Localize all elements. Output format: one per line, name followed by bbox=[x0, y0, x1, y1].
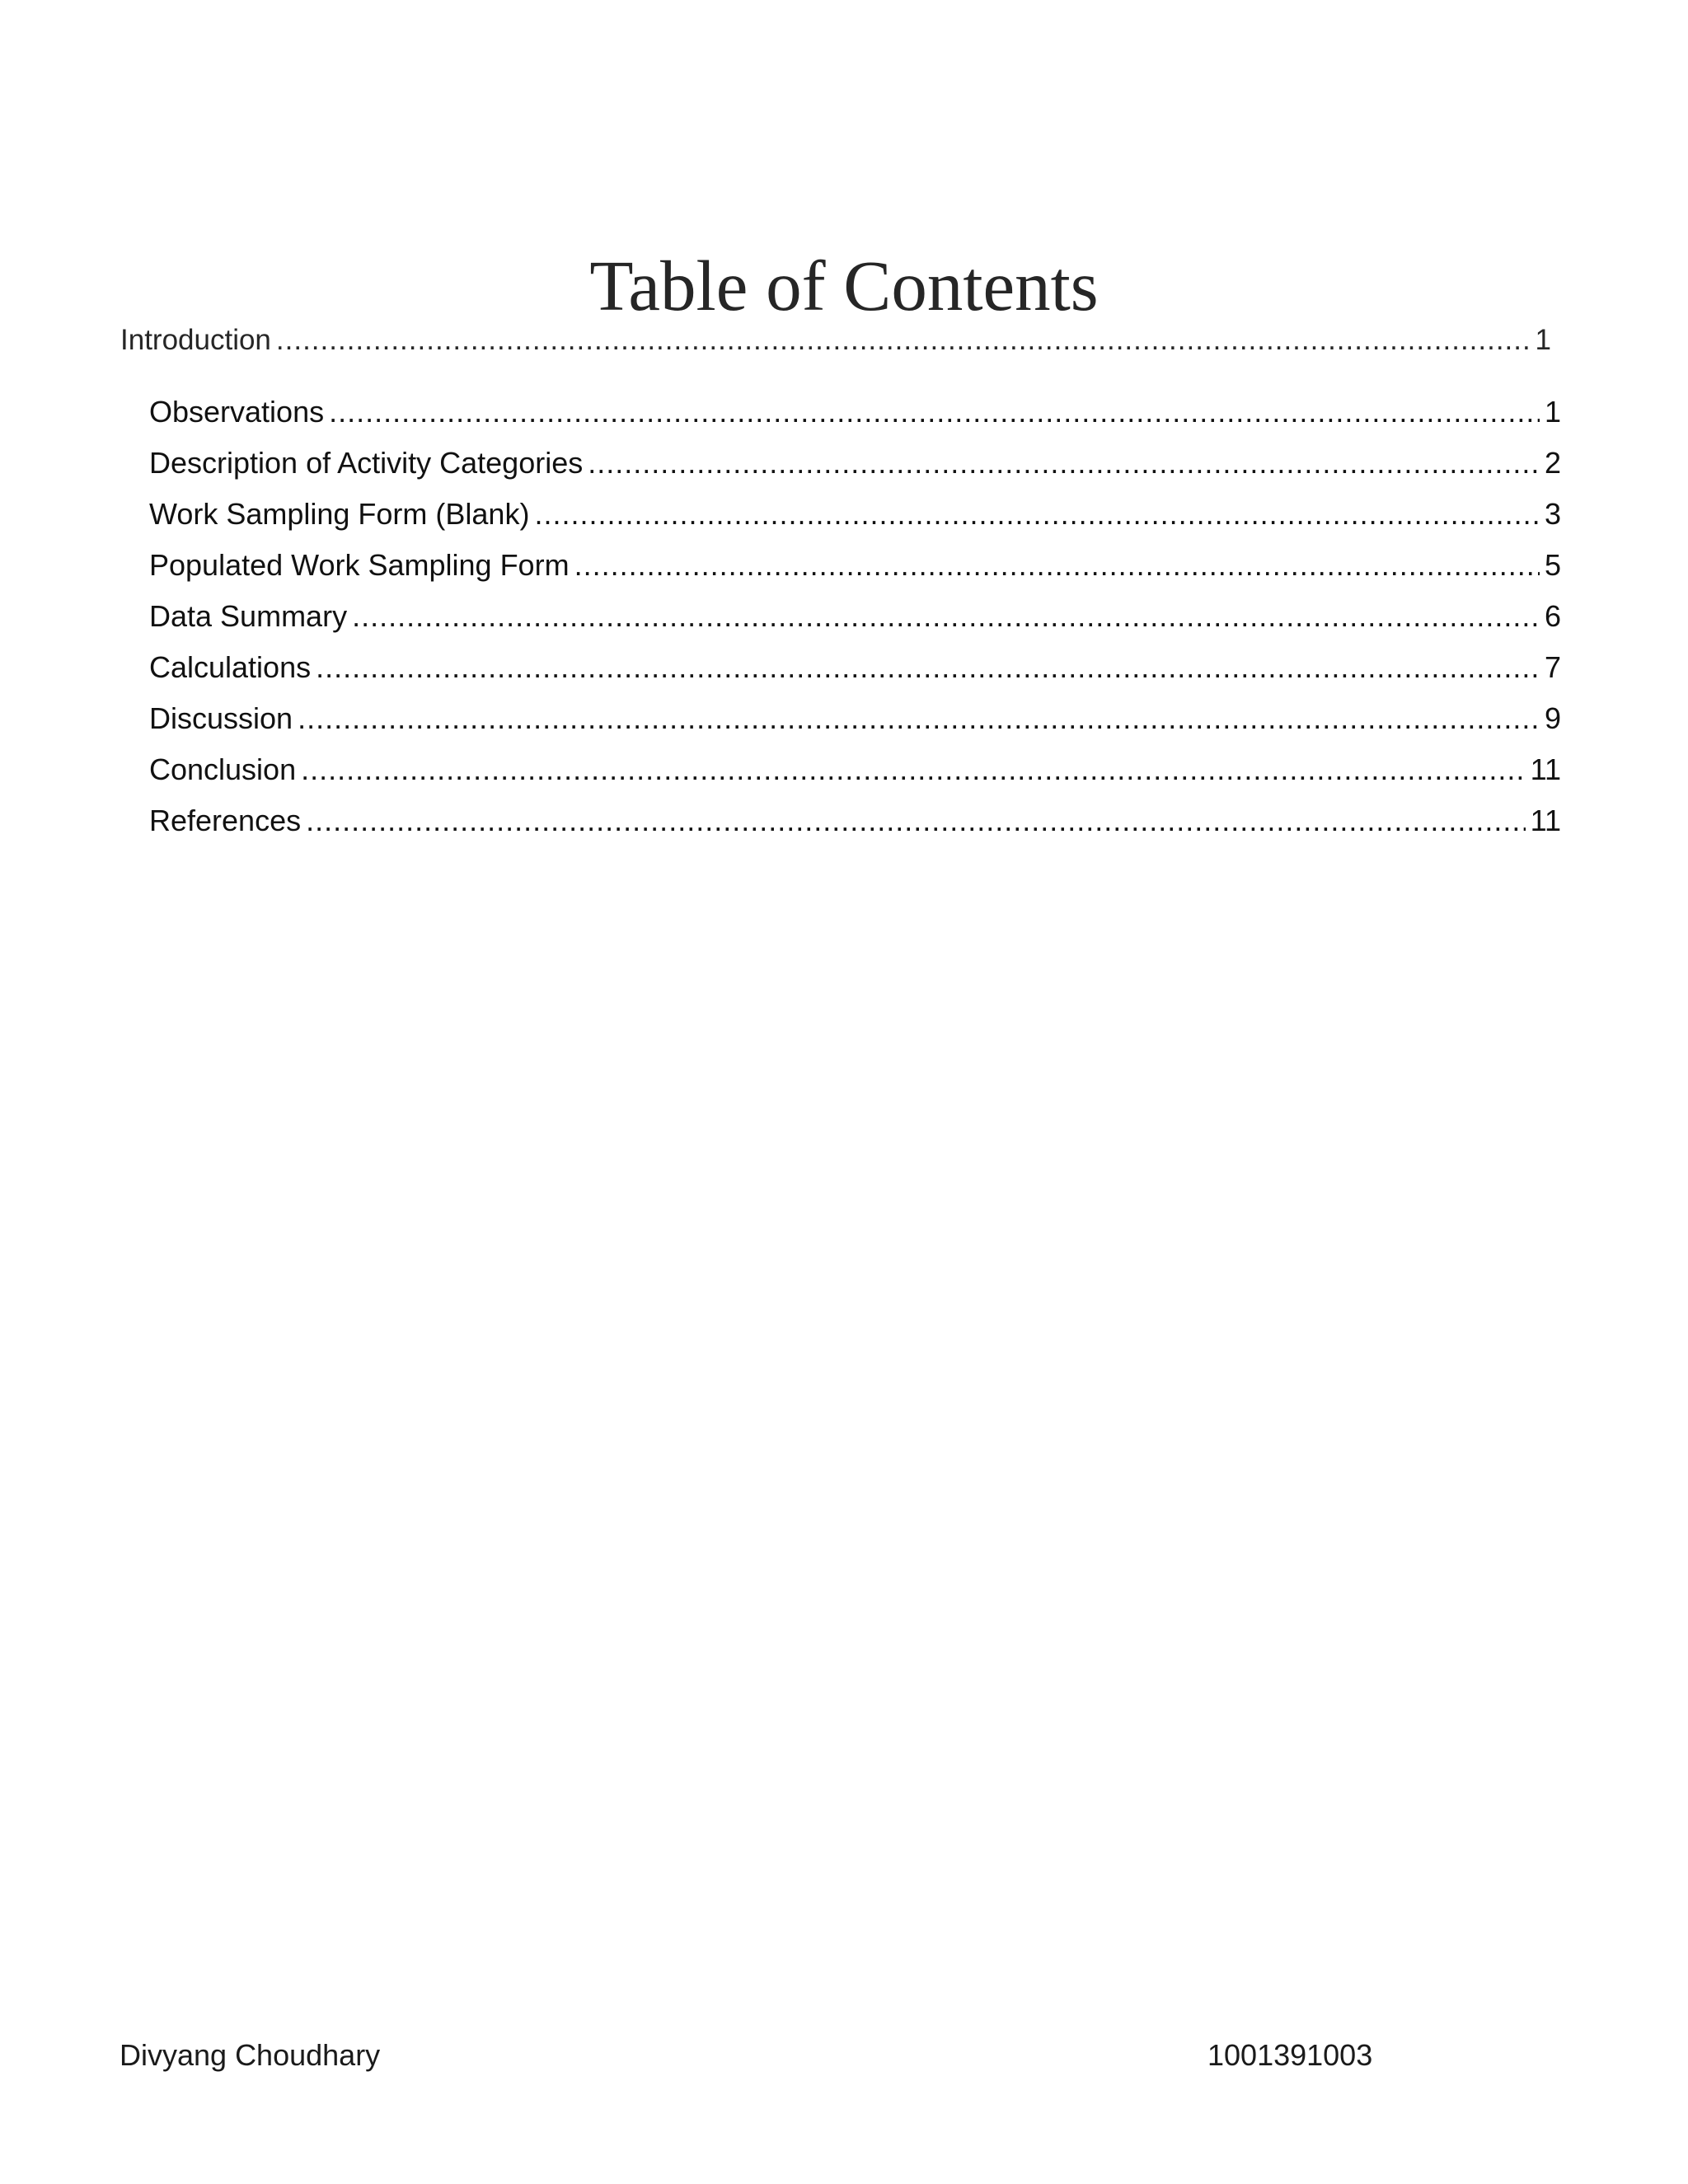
toc-leader-dots bbox=[352, 599, 1540, 634]
toc-page-number: 9 bbox=[1544, 701, 1561, 735]
toc-entry-introduction[interactable] bbox=[120, 324, 1551, 357]
toc-page-number: 11 bbox=[1530, 752, 1561, 786]
toc-entry-calculations[interactable] bbox=[149, 650, 1561, 685]
toc-entry-label: Calculations bbox=[149, 650, 312, 684]
toc-leader-dots bbox=[301, 752, 1526, 787]
toc-page-number: 5 bbox=[1544, 548, 1561, 582]
toc-entry-label: Observations bbox=[149, 395, 325, 429]
toc-leader-dots bbox=[276, 324, 1531, 357]
page-title: Table of Contents bbox=[589, 246, 1099, 326]
toc-entry-label: Discussion bbox=[149, 701, 293, 735]
toc-leader-dots bbox=[316, 650, 1540, 685]
toc-entry-label: Conclusion bbox=[149, 752, 297, 786]
toc-page-number: 1 bbox=[1535, 324, 1551, 356]
toc-page-number: 1 bbox=[1544, 395, 1561, 429]
toc-leader-dots bbox=[588, 446, 1540, 480]
toc-entry-conclusion[interactable] bbox=[149, 752, 1561, 787]
toc-entry-observations[interactable] bbox=[149, 395, 1561, 429]
toc-entry-label: Introduction bbox=[120, 324, 271, 356]
footer-student-id: 1001391003 bbox=[1207, 2038, 1373, 2072]
toc-page-number: 6 bbox=[1544, 599, 1561, 633]
toc-page-number: 7 bbox=[1544, 650, 1561, 684]
toc-page-number: 11 bbox=[1530, 804, 1561, 837]
toc-entry-data-summary[interactable] bbox=[149, 599, 1561, 634]
toc-entry-references[interactable] bbox=[149, 804, 1561, 838]
toc-leader-dots bbox=[306, 804, 1526, 838]
toc-entry-populated-work-sampling-form[interactable] bbox=[149, 548, 1561, 583]
toc-entry-discussion[interactable] bbox=[149, 701, 1561, 736]
toc-leader-dots bbox=[534, 497, 1540, 532]
toc-page-number: 3 bbox=[1544, 497, 1561, 531]
toc-entry-description-of-activity-categories[interactable] bbox=[149, 446, 1561, 480]
toc-page-number: 2 bbox=[1544, 446, 1561, 480]
toc-entry-label: Work Sampling Form (Blank) bbox=[149, 497, 530, 531]
toc-entry-work-sampling-form-blank[interactable] bbox=[149, 497, 1561, 532]
toc-leader-dots bbox=[298, 701, 1540, 736]
toc-entry-label: Description of Activity Categories bbox=[149, 446, 584, 480]
footer-author-name: Divyang Choudhary bbox=[120, 2038, 381, 2072]
toc-entry-label: Data Summary bbox=[149, 599, 348, 633]
toc-leader-dots bbox=[329, 395, 1540, 429]
toc-leader-dots bbox=[574, 548, 1540, 583]
toc-entry-label: Populated Work Sampling Form bbox=[149, 548, 570, 582]
toc-entry-label: References bbox=[149, 804, 302, 837]
